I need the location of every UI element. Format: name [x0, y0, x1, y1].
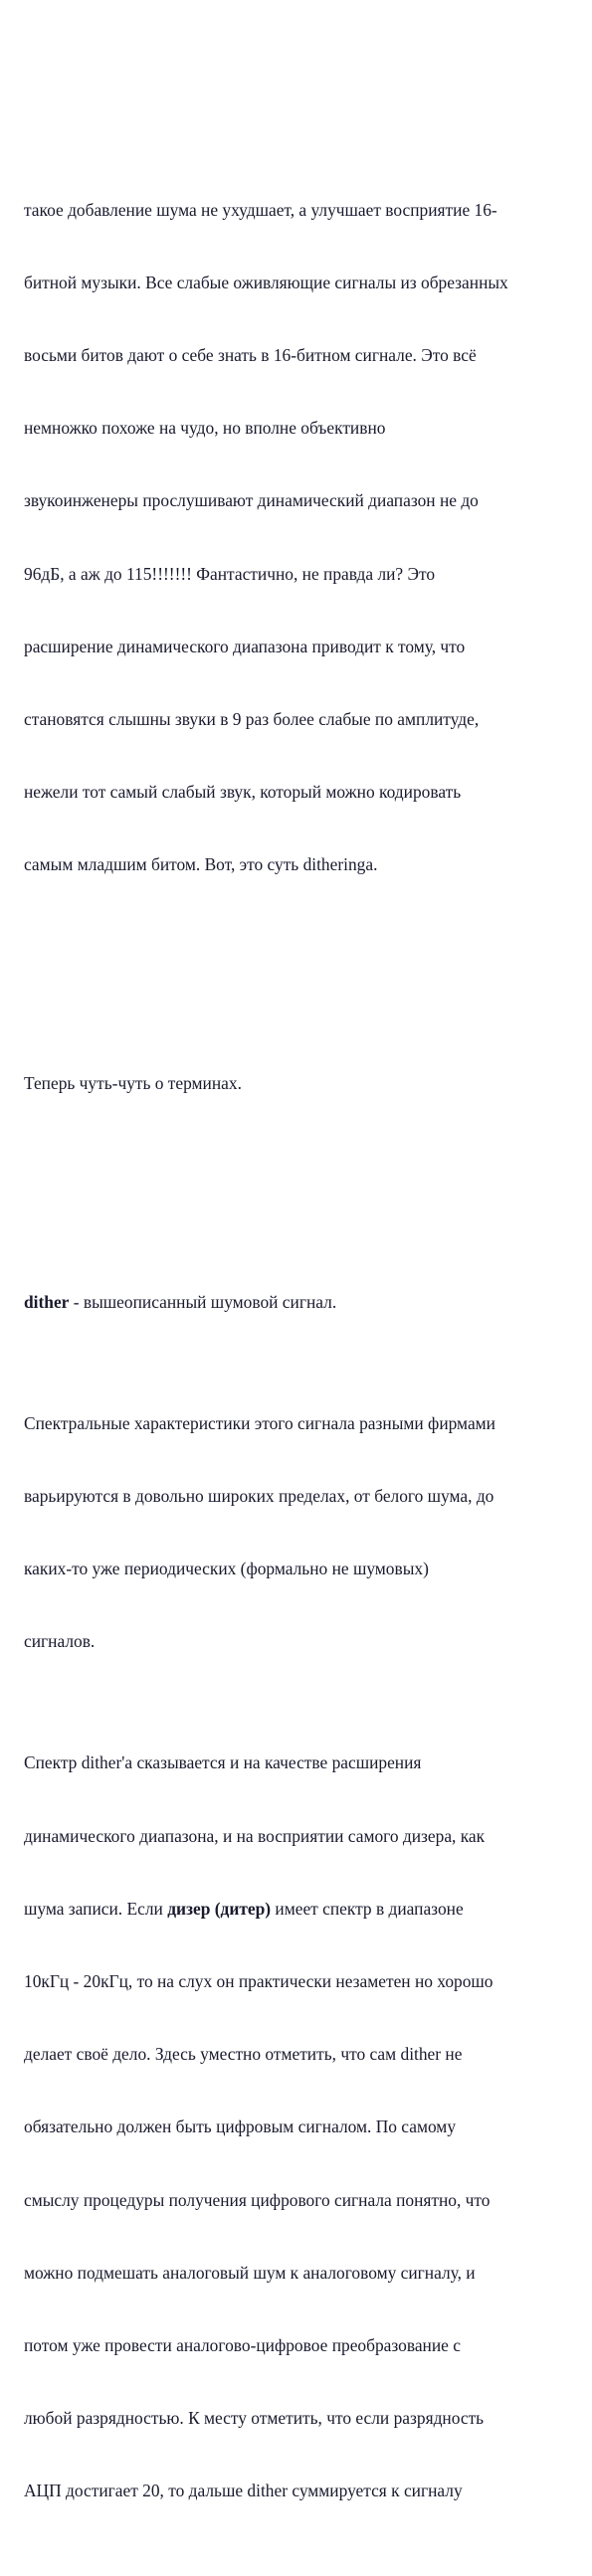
- text-line: становятся слышны звуки в 9 раз более слабые по амплитуде,: [24, 709, 480, 730]
- term-definition: - вышеописанный шумовой сигнал.: [69, 1291, 337, 1312]
- text-line: битной музыки. Все слабые оживляющие сигналы из обрезанных: [24, 272, 508, 292]
- text-line: динамического диапазона, и на восприятии самого дизера, как: [24, 1825, 486, 1846]
- text-line: немножко похоже на чудо, но вполне объективно: [24, 418, 386, 439]
- text-line: Спектральные характеристики этого сигнала разными фирмами: [24, 1412, 495, 1433]
- text-line: Теперь чуть-чуть о терминах.: [24, 1073, 242, 1094]
- text-line: варьируются в довольно широких пределах, от белого шума, до: [24, 1485, 494, 1506]
- text-line: потом уже провести аналогово-цифровое преобразование с: [24, 2334, 461, 2355]
- text-line: можно подмешать аналоговый шум к аналоговому сигналу, и: [24, 2262, 476, 2283]
- term-word: dither: [24, 1291, 70, 1312]
- term-definition-line: [24, 1290, 581, 1314]
- text-segment: шума записи. Если: [24, 1898, 168, 1919]
- text-line: нежели тот самый слабый звук, который можно кодировать: [24, 782, 462, 803]
- text-line: обязательно должен быть цифровым сигналом. По самому: [24, 2116, 457, 2137]
- text-line: каких-то уже периодических (формально не шумовых): [24, 1559, 429, 1579]
- text-line: самым младшим битом. Вот, это суть ditheringa.: [24, 854, 378, 875]
- text-line: любой разрядностью. К месту отметить, что если разрядность: [24, 2408, 485, 2429]
- paragraph-gap: [24, 1169, 581, 1193]
- text-line: восьми битов дают о себе знать в 16-битном сигнале. Это всё: [24, 345, 477, 366]
- paragraph-gap: [24, 950, 581, 974]
- text-line: такое добавление шума не ухудшает, а улучшает восприятие 16-: [24, 199, 497, 220]
- text-segment: имеет спектр в диапазоне: [271, 1898, 464, 1919]
- text-body: [24, 100, 581, 2576]
- text-line: сигналов.: [24, 1631, 96, 1652]
- text-line: 10кГц - 20кГц, то на слух он практически незаметен но хорошо: [24, 1970, 493, 1991]
- text-line: расширение динамического диапазона приводит к тому, что: [24, 636, 466, 656]
- text-line: смыслу процедуры получения цифрового сигнала понятно, что: [24, 2189, 491, 2210]
- text-line: делает своё дело. Здесь уместно отметить, что сам dither не: [24, 2044, 463, 2065]
- bold-term: дизер (дитер): [167, 1898, 272, 1919]
- text-line-with-bold: [24, 1897, 581, 1921]
- text-line: АЦП достигает 20, то дальше dither суммируется к сигналу: [24, 2481, 463, 2501]
- text-line: звукоинженеры прослушивают динамический диапазон не до: [24, 490, 479, 511]
- text-line: Спектр dither'a сказывается и на качестве расширения: [24, 1752, 422, 1773]
- text-line: 96дБ, а аж до 115!!!!!!! Фантастично, не правда ли? Это: [24, 563, 436, 584]
